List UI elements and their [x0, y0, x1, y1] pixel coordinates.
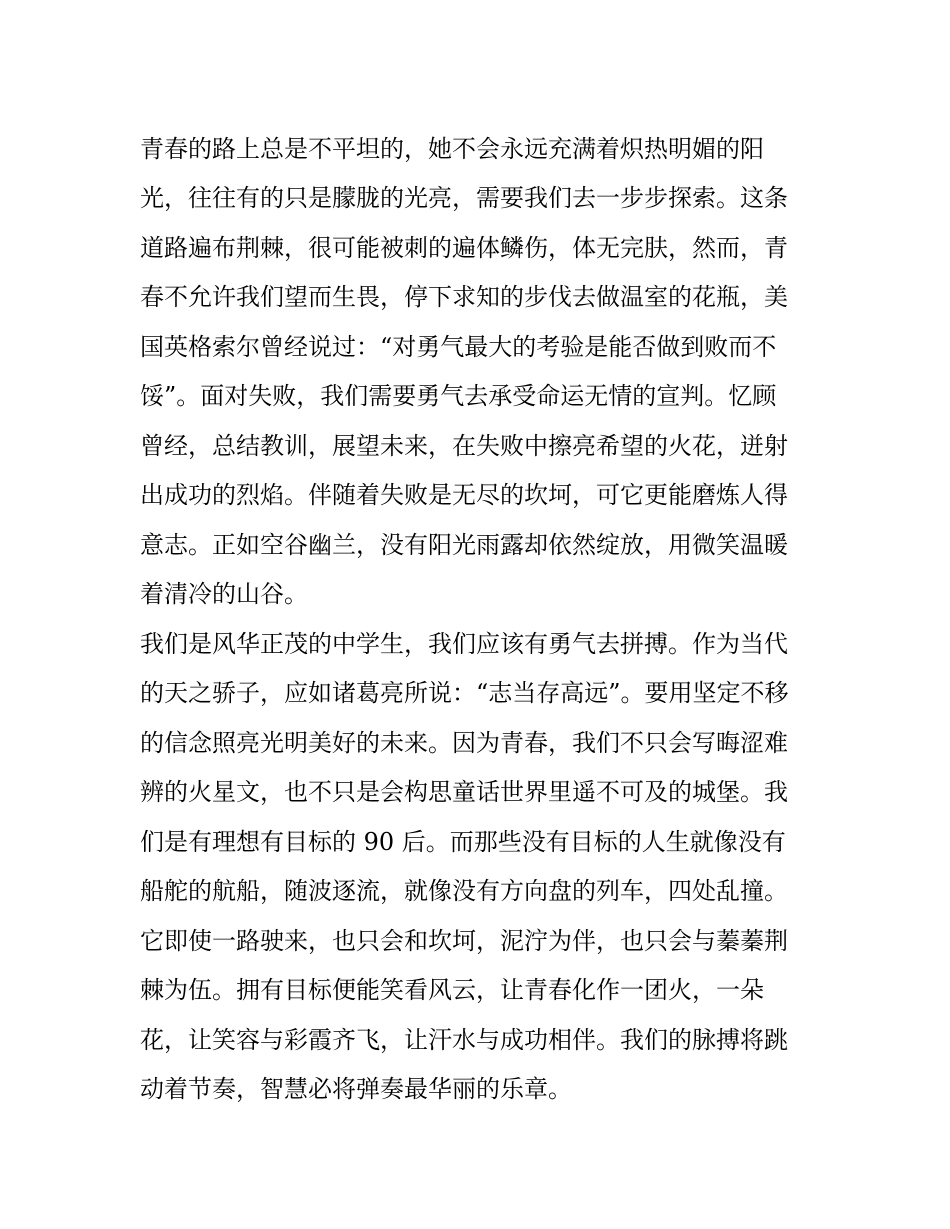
text-line: 们是有理想有目标的 90 后。而那些没有目标的人生就像没有	[140, 827, 786, 856]
text-line: 光，往往有的只是朦胧的光亮，需要我们去一步步探索。这条	[140, 184, 788, 213]
text-line: 馁”。面对失败，我们需要勇气去承受命运无情的宣判。忆顾	[140, 382, 777, 411]
text-line: 动着节奏，智慧必将弹奏最华丽的乐章。	[140, 1075, 572, 1104]
text-line: 国英格索尔曾经说过：“对勇气最大的考验是能否做到败而不	[140, 332, 777, 361]
text-line: 我们是风华正茂的中学生，我们应该有勇气去拼搏。作为当代	[140, 629, 788, 658]
text-line: 它即使一路驶来，也只会和坎坷，泥泞为伴，也只会与蓁蓁荆	[140, 926, 788, 955]
text-line: 道路遍布荆棘，很可能被刺的遍体鳞伤，体无完肤，然而，青	[140, 233, 788, 262]
text-line: 春不允许我们望而生畏，停下求知的步伐去做温室的花瓶，美	[140, 283, 788, 312]
text-line: 的天之骄子，应如诸葛亮所说：“志当存高远”。要用坚定不移	[140, 679, 789, 708]
text-line: 着清冷的山谷。	[140, 580, 308, 609]
text-line: 辨的火星文，也不只是会构思童话世界里遥不可及的城堡。我	[140, 778, 788, 807]
document-body	[140, 130, 820, 1120]
text-line: 船舵的航船，随波逐流，就像没有方向盘的列车，四处乱撞。	[140, 877, 788, 906]
paragraph-1	[140, 130, 820, 614]
text-line: 曾经，总结教训，展望未来，在失败中擦亮希望的火花，迸射	[140, 431, 788, 460]
text-line: 的信念照亮光明美好的未来。因为青春，我们不只会写晦涩难	[140, 728, 788, 757]
text-line: 意志。正如空谷幽兰，没有阳光雨露却依然绽放，用微笑温暖	[140, 530, 788, 559]
text-line: 青春的路上总是不平坦的，她不会永远充满着炽热明媚的阳	[140, 135, 764, 163]
text-line: 棘为伍。拥有目标便能笑看风云，让青春化作一团火，一朵	[140, 976, 764, 1005]
text-line: 出成功的烈焰。伴随着失败是无尽的坎坷，可它更能磨炼人得	[140, 481, 788, 510]
text-line: 花，让笑容与彩霞齐飞，让汗水与成功相伴。我们的脉搏将跳	[140, 1025, 788, 1054]
paragraph-2	[140, 625, 820, 1109]
